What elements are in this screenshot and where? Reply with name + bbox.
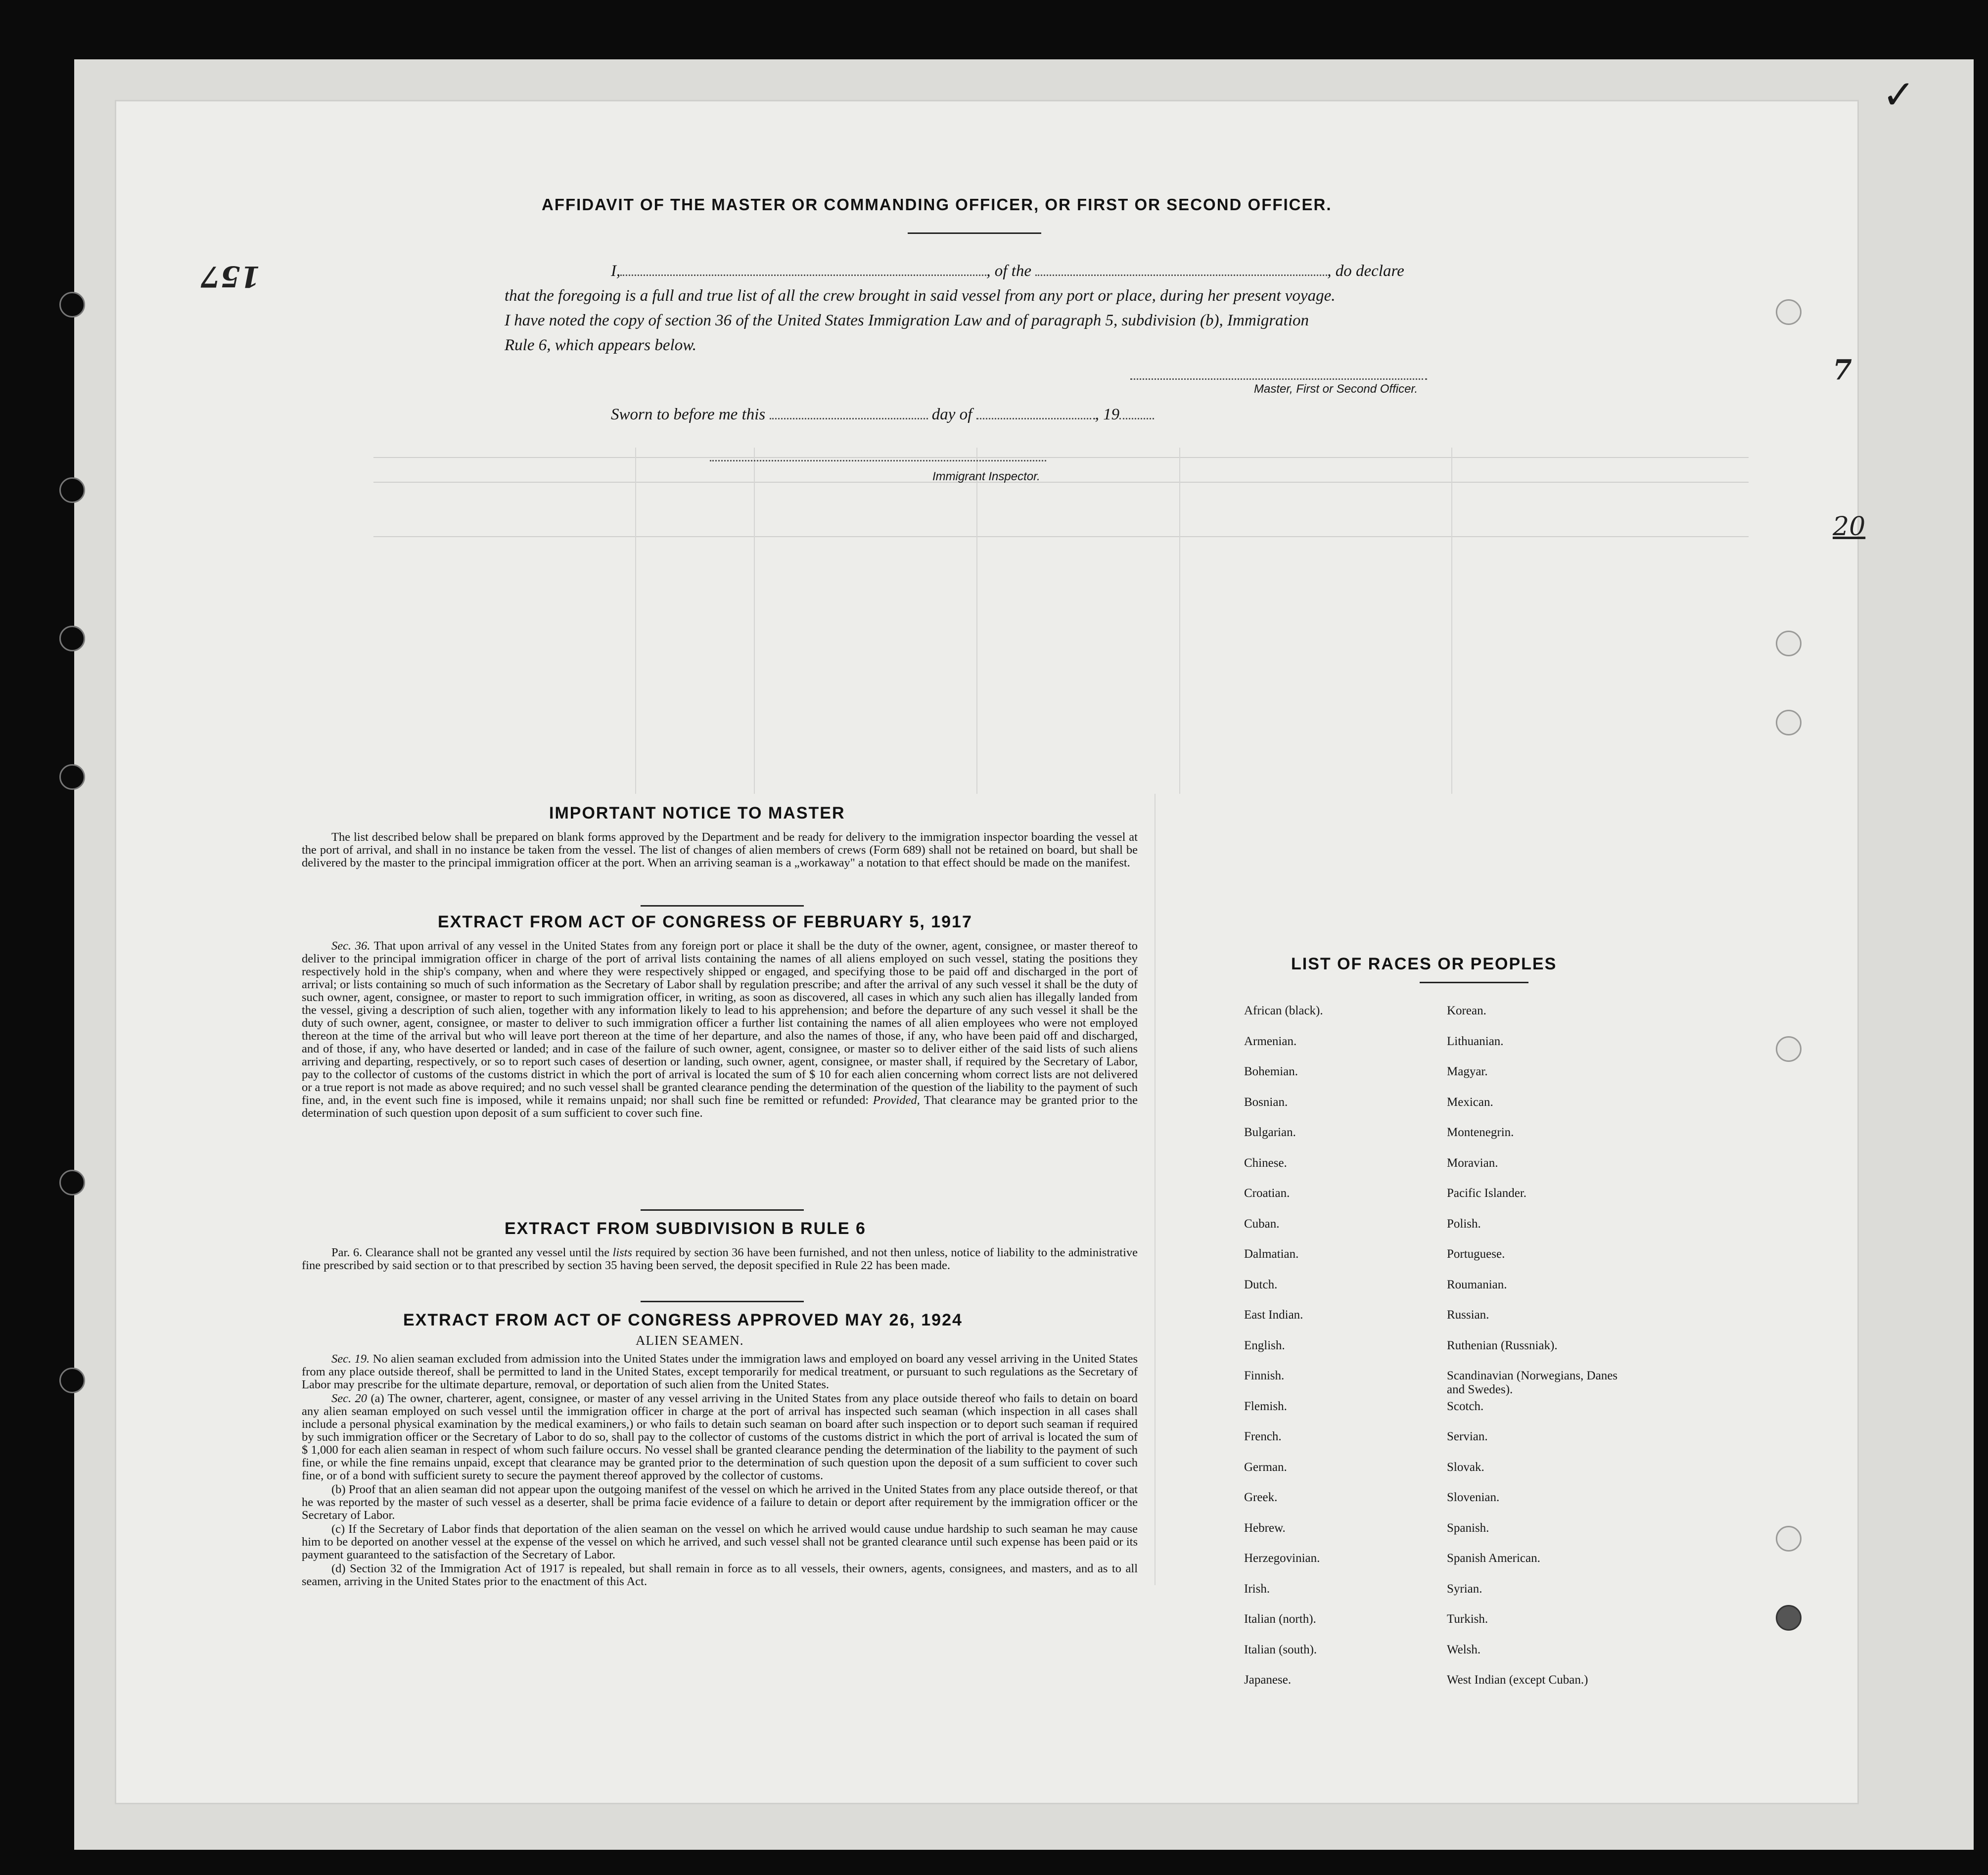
divider [1420,982,1528,983]
section-36-body: That upon arrival of any vessel in the United States from any foreign port or place it shall be the duty of the owner, agent, consignee, or master thereof to deliver to the principal immigration officer in charge of the port of arrival lists containing the names of all aliens employed on such vessel, stating the positions they respectively hold in the ship's company, when and where they were respectively shipped or engaged, and specifying those to be paid off and discharged in the port of arrival; or lists containing so much of such information as the Secretary of Labor shall by regulation prescribe; and after the arrival of any such vessel it shall be the duty of such owner, agent, consignee, or master to report to such immigration officer, in writing, as soon as discovered, all cases in which any such alien has illegally landed from the vessel, giving a description of such alien, together with any information likely to lead to his apprehension; and before the departure of any such vessel it shall be the duty of such owner, agent, consignee, or master to deliver to such immigration officer a further list containing the names of all alien employees who were not employed thereon at the time of the arrival but who will leave port thereon at the time of her departure, and also the names of those, if any, who have been paid off and discharged, and of those, if any, who have deserted or landed; and in case of the failure of such owner, agent, consignee, or master so to deliver either of the said lists of such aliens arriving and departing, respectively, or so to report such cases of desertion or landing, such owner, agent, consignee, or master shall, if required by the Secretary of Labor, pay to the collector of customs of the customs district in which the port of arrival is located the sum of $ 10 for each alien concerning whom correct lists are not delivered or a true report is not made as above required; and no such vessel shall be granted clearance pending the determination of the question of the liability to the payment of such fine, and, in the event such fine is imposed, while it remains unpaid; nor shall such fine be remitted or refunded: [302,939,1138,1107]
extract-1924-text [302,1353,1138,1589]
race-item: Bulgarian. [1244,1126,1296,1139]
alien-seamen-subtitle: ALIEN SEAMEN. [636,1333,744,1348]
race-item: German. [1244,1460,1287,1474]
sworn-line [611,406,1154,424]
race-item: Spanish American. [1447,1552,1540,1565]
punch-hole [59,626,85,651]
handwritten-number: 157 [200,260,261,293]
race-item: Armenian. [1244,1034,1297,1048]
race-item: Syrian. [1447,1582,1482,1596]
affidavit-line-3: I have noted the copy of section 36 of the United States Immigration Law and of paragraph 5, subdivision (b), Immigration [505,312,1309,329]
race-item: Welsh. [1447,1643,1481,1656]
divider [641,905,804,907]
affidavit-line-1 [611,262,1404,280]
race-item: Ruthenian (Russniak). [1447,1338,1558,1352]
extract-1924-title: EXTRACT FROM ACT OF CONGRESS APPROVED MAY 26, 1924 [403,1311,963,1329]
race-item: Japanese. [1244,1673,1292,1687]
sworn-text: Sworn to before me this [611,406,766,423]
race-item: Finnish. [1244,1369,1285,1382]
race-item: Pacific Islander. [1447,1187,1527,1200]
race-item: Korean. [1447,1004,1486,1017]
punch-hole [59,1170,85,1195]
affidavit-i: I, [611,262,621,280]
race-item: Flemish. [1244,1399,1287,1413]
section-19-body: No alien seaman excluded from admission into the United States under the immigration laws and employed on board any vessel arriving in the United States from any place outside thereof, shall be permitted to land in the United States, except temporarily for medical treatment, or pursuant to such regulations as the Secretary of Labor may prescribe for the ultimate departure, removal, or deportation of such alien from the United States. [302,1352,1138,1391]
race-item: English. [1244,1338,1285,1352]
punch-hole [59,292,85,318]
race-item: Irish. [1244,1582,1270,1596]
race-item: Italian (south). [1244,1643,1317,1656]
race-item: Magyar. [1447,1065,1488,1078]
race-item: Turkish. [1447,1612,1488,1626]
race-item: French. [1244,1430,1282,1443]
race-item: African (black). [1244,1004,1323,1017]
race-item: Spanish. [1447,1521,1489,1535]
race-item: Servian. [1447,1430,1488,1443]
race-item: Scandinavian (Norwegians, Danes and Swedes). [1447,1369,1618,1396]
divider [641,1209,804,1211]
extract-1917-title: EXTRACT FROM ACT OF CONGRESS OF FEBRUARY 5, 1917 [438,913,972,931]
extract-1917-text [302,940,1138,1121]
rule6-body-b: required by section 36 have been furnished, and not then unless, notice of liability to the administrative fine prescribed by said section or to that prescribed by section 35 having been served, the deposit specified in Rule 22 has been made. [302,1246,1138,1272]
affidavit-of-the: , of the [986,262,1031,280]
divider [641,1301,804,1302]
rule6-text [302,1246,1138,1273]
race-item: Slovak. [1447,1460,1484,1474]
affidavit-line-2: that the foregoing is a full and true list of all the crew brought in said vessel from any port or place, during her present voyage. [505,287,1336,305]
race-item: East Indian. [1244,1308,1303,1322]
race-item: Lithuanian. [1447,1034,1504,1048]
race-item: Dutch. [1244,1278,1278,1291]
races-list [1244,1004,1689,1696]
race-item: Russian. [1447,1308,1489,1322]
section-20a-body: (a) The owner, charterer, agent, consignee, or master of any vessel arriving in the United States from any place outside thereof who fails to detain on board any alien seaman employed on such vessel until the immigration officer in charge at the port of arrival has inspected such seaman (which inspection in all cases shall include a personal physical examination by the medical examiners,) or who fails to detain such seaman on board after such inspection or to deport such seaman if required by such immigration officer or the Secretary of Labor to do so, shall pay to the collector of customs of the customs district in which the port of arrival is located the sum of $ 1,000 for each alien seaman in respect of whom such failure occurs. No vessel shall be granted clearance pending the determination of the liability to the payment of such fine, or while the fine remains unpaid, except that clearance may be granted prior to the determination of such question upon the deposit of a sum sufficient to cover such fine, or of a bond with sufficient surety to secure the payment thereof approved by the collector of customs. [302,1392,1138,1482]
section-20-label: Sec. 20 [331,1392,368,1405]
race-item: Scotch. [1447,1399,1484,1413]
affidavit-declare: , do declare [1327,262,1404,280]
race-item: West Indian (except Cuban.) [1447,1673,1588,1687]
notice-text [302,831,1138,870]
handwritten-corner-mark: 7 [1833,354,1852,386]
race-item: Bosnian. [1244,1095,1288,1109]
inspector-label: Immigrant Inspector. [932,470,1040,483]
race-item: Moravian. [1447,1156,1498,1170]
section-36-end: That clearance may be granted prior to the determination of such question upon deposit of a sum sufficient to cover such fine. [302,1094,1138,1120]
sworn-year: , 19 [1095,406,1120,423]
race-item: Polish. [1447,1217,1481,1231]
section-20b-body: (b) Proof that an alien seaman did not appear upon the outgoing manifest of the vessel on which he arrived in the United States from any place outside thereof, or that he was reported by the master of such vessel as a deserter, shall be prima facie evidence of a failure to detain or deport after requirement by the immigration officer or the Secretary of Labor. [302,1483,1138,1522]
master-label: Master, First or Second Officer. [1254,382,1418,396]
race-item: Slovenian. [1447,1491,1500,1504]
notice-paragraph: The list described below shall be prepared on blank forms approved by the Department and be ready for delivery to the immigration inspector boarding the vessel at the port of arrival, and shall in no instance be taken from the vessel. The list of changes of alien members of crews (Form 689) shall not be retained on board, but shall be delivered by the master to the principal immigration officer at the port. When an arriving seaman is a „workaway" a notation to that effect should be made on the manifest. [302,830,1138,869]
race-item: Chinese. [1244,1156,1287,1170]
sworn-day-of: day of [931,406,972,423]
checkmark-icon: ✓ [1882,72,1916,118]
race-item: Bohemian. [1244,1065,1298,1078]
race-item: Mexican. [1447,1095,1493,1109]
vessel-field [1035,274,1327,276]
name-field [620,274,986,276]
race-item: Herzegovinian. [1244,1552,1320,1565]
punch-hole [59,764,85,790]
notice-title: IMPORTANT NOTICE TO MASTER [549,804,845,823]
section-19-label: Sec. 19. [331,1352,370,1366]
rule6-title: EXTRACT FROM SUBDIVISION B RULE 6 [505,1219,866,1238]
race-item: Dalmatian. [1244,1247,1299,1261]
rule6-lists: lists [612,1246,633,1259]
provided-word: Provided, [873,1094,920,1107]
section-36-label: Sec. 36. [331,939,370,953]
sworn-month-field [976,417,1095,419]
master-signature-line [1130,378,1427,380]
punch-hole [59,477,85,503]
races-title: LIST OF RACES OR PEOPLES [1291,955,1557,973]
punch-hole [59,1368,85,1393]
sworn-year-field [1119,417,1154,419]
section-20d-body: (d) Section 32 of the Immigration Act of 1917 is repealed, but shall remain in force as to all vessels, their owners, agents, consignees, and masters, and as to all seamen, arriving in the United States prior to the enactment of this Act. [302,1562,1138,1588]
affidavit-title: AFFIDAVIT OF THE MASTER OR COMMANDING OFFICER, OR FIRST OR SECOND OFFICER. [542,195,1332,214]
race-item: Italian (north). [1244,1612,1316,1626]
race-item: Croatian. [1244,1187,1290,1200]
race-item: Cuban. [1244,1217,1280,1231]
handwritten-margin-number: 20 [1833,512,1866,542]
race-item: Portuguese. [1447,1247,1505,1261]
race-item: Greek. [1244,1491,1278,1504]
divider [908,232,1041,234]
sworn-day-field [770,417,928,419]
document-page [116,72,1916,1803]
inspector-signature-line [710,460,1046,461]
race-item: Montenegrin. [1447,1126,1514,1139]
race-item: Hebrew. [1244,1521,1286,1535]
rule6-body-a: Par. 6. Clearance shall not be granted any vessel until the [331,1246,610,1259]
section-20c-body: (c) If the Secretary of Labor finds that deportation of the alien seaman on the vessel on which he arrived would cause undue hardship to such seaman he may cause him to be deported on another vessel at the expense of the vessel on which he arrived, and such vessel shall not be granted clearance until such expense has been paid or its payment guaranteed to the satisfaction of the Secretary of Labor. [302,1522,1138,1561]
race-item: Roumanian. [1447,1278,1507,1291]
affidavit-line-4: Rule 6, which appears below. [505,336,697,354]
